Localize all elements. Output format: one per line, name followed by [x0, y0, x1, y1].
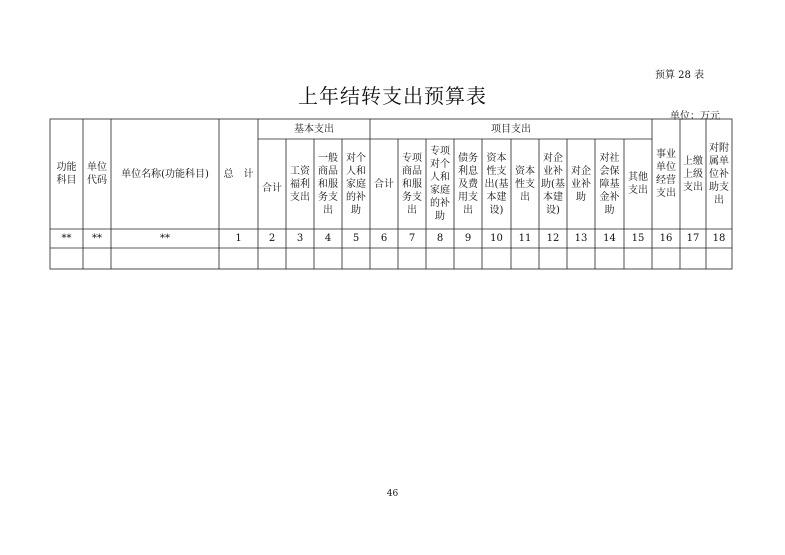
index-cell: 2 — [268, 233, 276, 244]
index-cell: 13 — [574, 233, 588, 244]
header-col-3: 工资 福利 支出 — [290, 165, 310, 203]
index-cell: 16 — [659, 233, 673, 244]
header-total: 总 计 — [223, 168, 254, 180]
index-cell: 14 — [603, 233, 616, 244]
index-cell: 11 — [518, 233, 532, 244]
index-cell: ** — [61, 233, 72, 244]
index-cell: 1 — [235, 233, 242, 244]
header-col-11: 资本 性支 出 — [515, 165, 535, 203]
header-col-18: 对附 属单 位补 助支 出 — [709, 142, 729, 206]
index-cell: 5 — [352, 233, 360, 244]
header-col-17: 上缴 上级 支出 — [683, 155, 703, 193]
header-project-expenditure: 项目支出 — [491, 123, 531, 135]
index-cell: 4 — [324, 233, 332, 244]
header-function-subject: 功能 科目 — [56, 162, 77, 186]
index-cell: 17 — [686, 233, 700, 244]
index-cell: 9 — [464, 233, 472, 244]
index-cell: 6 — [380, 233, 388, 244]
header-col-7: 专项 商品 和服 务支 出 — [402, 152, 422, 216]
index-cell: 15 — [631, 233, 645, 244]
index-cell: ** — [92, 233, 102, 244]
page-number: 46 — [386, 489, 399, 499]
index-cell: ** — [160, 233, 170, 244]
header-col-14: 对社 会保 障基 金补 助 — [599, 152, 620, 216]
header-col-10: 资本 性支 出(基 本建 设) — [484, 152, 509, 216]
header-col-9: 债务 利息 及费 用支 出 — [458, 152, 478, 216]
header-col-6: 合计 — [374, 178, 394, 190]
header-col-16: 事业 单位 经营 支出 — [656, 149, 676, 199]
index-cell: 10 — [490, 233, 503, 244]
page-title: 上年结转支出预算表 — [298, 84, 487, 108]
index-cell: 7 — [408, 233, 416, 244]
header-col-2: 合计 — [262, 182, 282, 194]
header-unit-name: 单位名称(功能科目) — [121, 168, 209, 180]
header-col-8: 专项 对个 人和 家庭 的补 助 — [430, 146, 450, 222]
form-number: 预算 28 表 — [655, 70, 705, 81]
index-cell: 18 — [712, 233, 726, 244]
index-cell: 12 — [546, 233, 560, 244]
header-col-4: 一般 商品 和服 务支 出 — [318, 152, 338, 216]
header-basic-expenditure: 基本支出 — [294, 123, 334, 135]
header-col-15: 其他 支出 — [628, 172, 648, 196]
header-col-12: 对企 业补 助(基 本建 设) — [541, 152, 565, 216]
index-cell: 3 — [296, 233, 304, 244]
unit-label: 单位：万元 — [670, 111, 720, 122]
index-cell: 8 — [436, 233, 444, 244]
header-col-13: 对企 业补 助 — [571, 165, 591, 203]
header-unit-code: 单位 代码 — [87, 162, 107, 186]
header-col-5: 对个 人和 家庭 的补 助 — [346, 152, 366, 216]
